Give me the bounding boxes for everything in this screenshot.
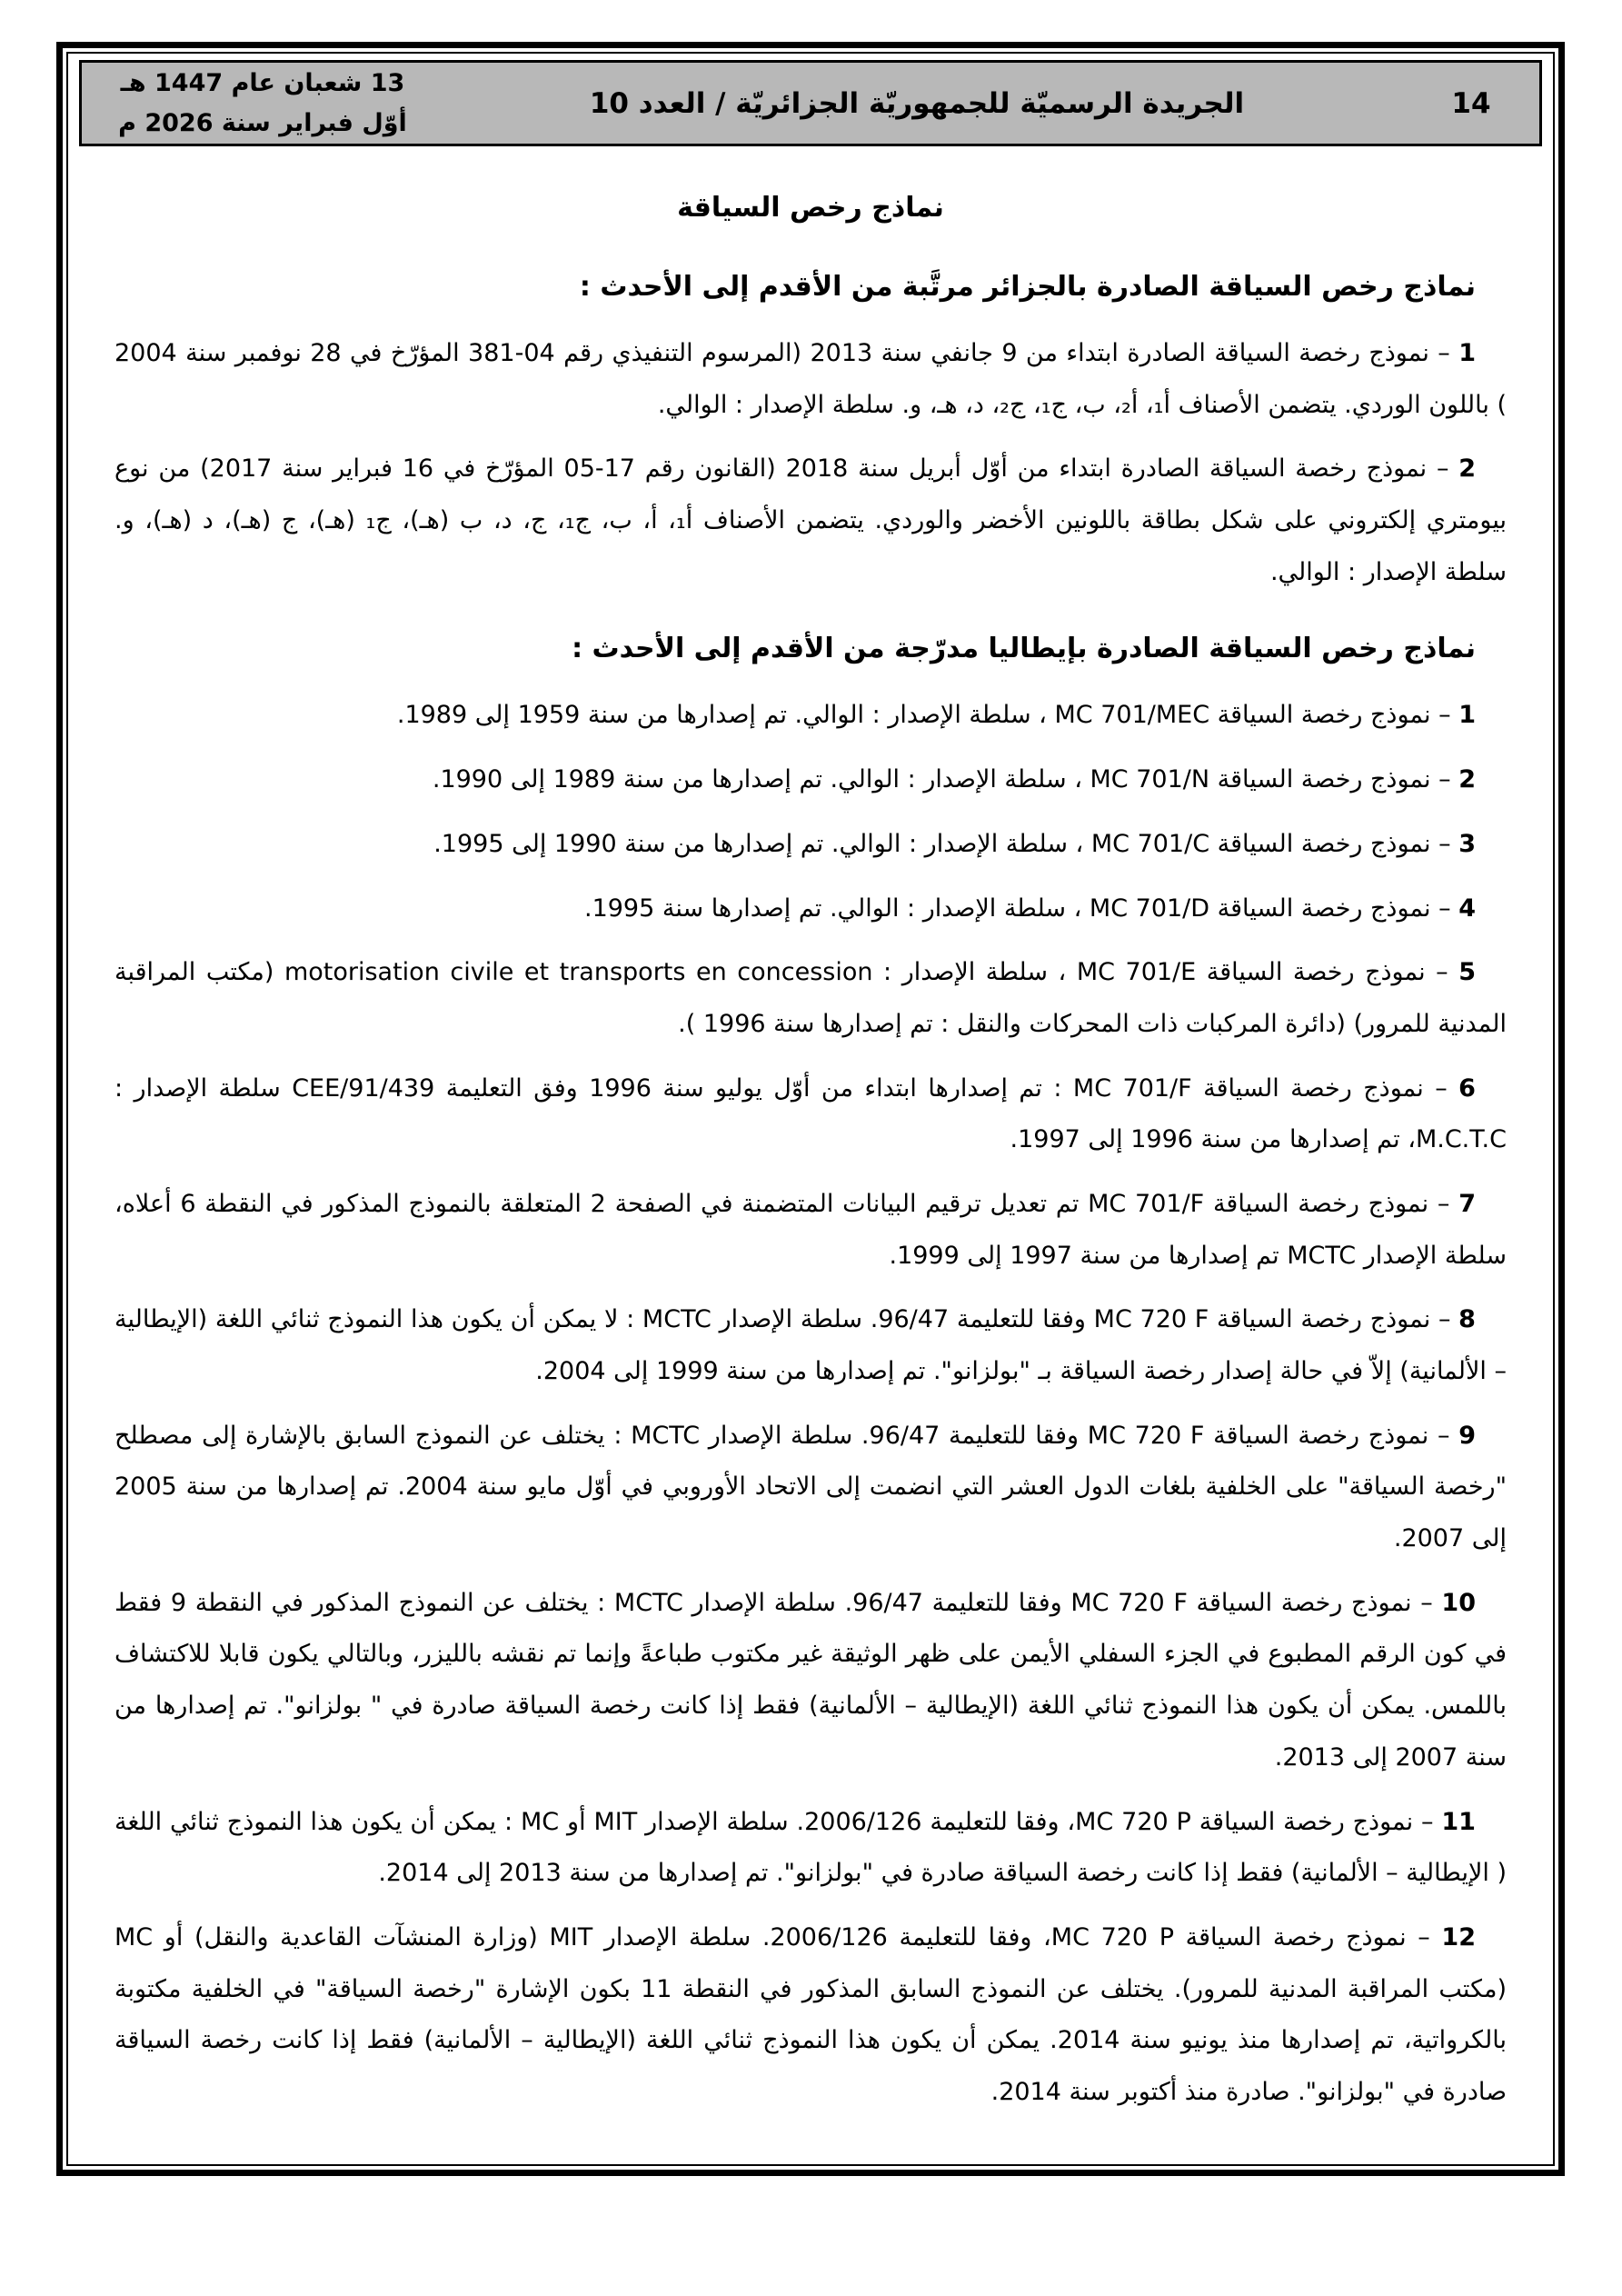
item-text: – نموذج رخصة السياقة MC 701/E ، سلطة الإصدار : motorisation civile et transports en concession (مكتب المراقبة المدنية للمرور) (دائرة المركبات ذات المحركات والنقل : تم إصدارها سنة 1996 ). xyxy=(114,958,1507,1038)
item-number: 8 xyxy=(1458,1305,1476,1334)
list-item xyxy=(114,690,1507,742)
item-number: 12 xyxy=(1441,1922,1476,1952)
item-text: – نموذج رخصة السياقة MC 720 F وفقا للتعليمة 96/47. سلطة الإصدار MCTC : يختلف عن النموذج المذكور في النقطة 9 فقط في كون الرقم المطبوع في الجزء السفلي الأيمن على ظهر الوثيقة غير مكتوب طباعةً وإنما تم نقشه بالليزر، وبالتالي يكون قابلا للاكتشاف باللمس. يمكن أن يكون هذا النموذج ثنائي اللغة (الإيطالية – الألمانية) فقط إذا كانت رخصة السياقة صادرة في " بولزانو". تم إصدارها من سنة 2007 إلى 2013. xyxy=(114,1588,1507,1772)
page-header xyxy=(79,60,1542,146)
item-text: – نموذج رخصة السياقة MC 701/F : تم إصدارها ابتداء من أوّل يوليو سنة 1996 وفق التعليمة 91/439/CEE سلطة الإصدار : M.C.T.C، تم إصدارها من سنة 1996 إلى 1997. xyxy=(114,1073,1507,1154)
item-number: 10 xyxy=(1441,1588,1476,1617)
item-text: – نموذج رخصة السياقة MC 701/D ، سلطة الإصدار : الوالي. تم إصدارها سنة 1995. xyxy=(583,893,1459,923)
item-text: – نموذج رخصة السياقة MC 701/N ، سلطة الإصدار : الوالي. تم إصدارها من سنة 1989 إلى 1990. xyxy=(432,765,1459,794)
item-text: – نموذج رخصة السياقة MC 720 P، وفقا للتعليمة 2006/126. سلطة الإصدار MIT أو MC : يمكن أن يكون هذا النموذج ثنائي اللغة ( الإيطالية – الألمانية) فقط إذا كانت رخصة السياقة صادرة في "بولزانو". تم إصدارها من سنة 2013 إلى 2014. xyxy=(114,1807,1507,1888)
item-text: – نموذج رخصة السياقة MC 701/F تم تعديل ترقيم البيانات المتضمنة في الصفحة 2 المتعلقة بالنموذج المذكور في النقطة 6 أعلاه، سلطة الإصدار MCTC تم إصدارها من سنة 1997 إلى 1999. xyxy=(114,1189,1507,1270)
item-number: 9 xyxy=(1458,1421,1476,1450)
list-item xyxy=(114,1411,1507,1565)
item-number: 3 xyxy=(1458,829,1476,858)
item-number: 5 xyxy=(1458,958,1477,987)
list-item xyxy=(114,819,1507,871)
item-text: – نموذج رخصة السياقة MC 701/MEC ، سلطة الإصدار : الوالي. تم إصدارها من سنة 1959 إلى 1989. xyxy=(396,701,1459,730)
item-number: 1 xyxy=(1458,339,1477,367)
item-text: – نموذج رخصة السياقة الصادرة ابتداء من 9 جانفي سنة 2013 (المرسوم التنفيذي رقم 04-381 المؤرّخ في 28 نوفمبر سنة 2004 ) باللون الوردي. يتضمن الأصناف أ₁، أ₂، ب، ج₁، ج₂، د، هـ، و. سلطة الإصدار : الوالي. xyxy=(114,339,1507,419)
item-text: – نموذج رخصة السياقة الصادرة ابتداء من أوّل أبريل سنة 2018 (القانون رقم 17-05 المؤرّخ في 16 فبراير سنة 2017) من نوع بيومتري إلكتروني على شكل بطاقة باللونين الأخضر والوردي. يتضمن الأصناف أ₁، أ، ب، ج₁، ج، د، ب (هـ)، ج₁ (هـ)، ج (هـ)، د (هـ)، و. سلطة الإصدار : الوالي. xyxy=(114,454,1507,586)
list-item xyxy=(114,1578,1507,1784)
document-title: نماذج رخص السياقة xyxy=(677,192,944,224)
item-number: 4 xyxy=(1458,893,1476,923)
page-frame-inner xyxy=(66,52,1555,2166)
item-text: – نموذج رخصة السياقة MC 720 P، وفقا للتعليمة 2006/126. سلطة الإصدار MIT (وزارة المنشآت القاعدية والنقل) أو MC (مكتب المراقبة المدنية للمرور). يختلف عن النموذج السابق المذكور في النقطة 11 بكون الإشارة "رخصة السياقة" في الخلفية مكتوبة بالكرواتية، تم إصدارها منذ يونيو سنة 2014. يمكن أن يكون هذا النموذج ثنائي اللغة (الإيطالية – الألمانية) فقط إذا كانت رخصة السياقة صادرة في "بولزانو". صادرة منذ أكتوبر سنة 2014. xyxy=(114,1922,1507,2106)
item-number: 6 xyxy=(1458,1073,1476,1103)
date-gregorian: أوّل فبراير سنة 2026 م xyxy=(118,108,407,137)
list-item xyxy=(114,1179,1507,1282)
item-text: – نموذج رخصة السياقة MC 720 F وفقا للتعليمة 96/47. سلطة الإصدار MCTC : يختلف عن النموذج السابق بالإشارة إلى مصطلح "رخصة السياقة" على الخلفية بلغات الدول العشر التي انضمت إلى الاتحاد الأوروبي في أوّل مايو سنة 2004. تم إصدارها من سنة 2005 إلى 2007. xyxy=(114,1421,1507,1553)
document-body xyxy=(76,146,1545,2131)
list-item xyxy=(114,947,1507,1050)
list-item xyxy=(114,883,1507,935)
list-item xyxy=(114,1294,1507,1397)
list-item xyxy=(114,1912,1507,2119)
section-heading-italy: نماذج رخص السياقة الصادرة بإيطاليا مدرّجة من الأقدم إلى الأحدث : xyxy=(572,633,1476,665)
item-number: 2 xyxy=(1458,454,1476,484)
list-item xyxy=(114,328,1507,431)
item-number: 11 xyxy=(1441,1807,1476,1836)
date-hijri: 13 شعبان عام 1447 هـ xyxy=(120,69,405,98)
list-item xyxy=(114,1063,1507,1166)
section-heading-algeria: نماذج رخص السياقة الصادرة بالجزائر مرتَّبة من الأقدم إلى الأحدث : xyxy=(579,271,1476,303)
list-item xyxy=(114,754,1507,806)
item-text: – نموذج رخصة السياقة MC 701/C ، سلطة الإصدار : الوالي. تم إصدارها من سنة 1990 إلى 1995. xyxy=(433,829,1459,858)
page-frame xyxy=(56,42,1565,2176)
page-number: 14 xyxy=(1451,86,1491,120)
item-number: 1 xyxy=(1458,701,1476,730)
list-item xyxy=(114,444,1507,598)
item-number: 2 xyxy=(1458,765,1476,794)
list-item xyxy=(114,1797,1507,1900)
journal-title: الجريدة الرسميّة للجمهوريّة الجزائريّة / العدد 10 xyxy=(589,86,1245,120)
item-text: – نموذج رخصة السياقة MC 720 F وفقا للتعليمة 96/47. سلطة الإصدار MCTC : لا يمكن أن يكون هذا النموذج ثنائي اللغة (الإيطالية – الألمانية) إلاّ في حالة إصدار رخصة السياقة بـ "بولزانو". تم إصدارها من سنة 1999 إلى 2004. xyxy=(114,1305,1507,1385)
issue-dates xyxy=(82,64,431,142)
item-number: 7 xyxy=(1458,1189,1476,1218)
